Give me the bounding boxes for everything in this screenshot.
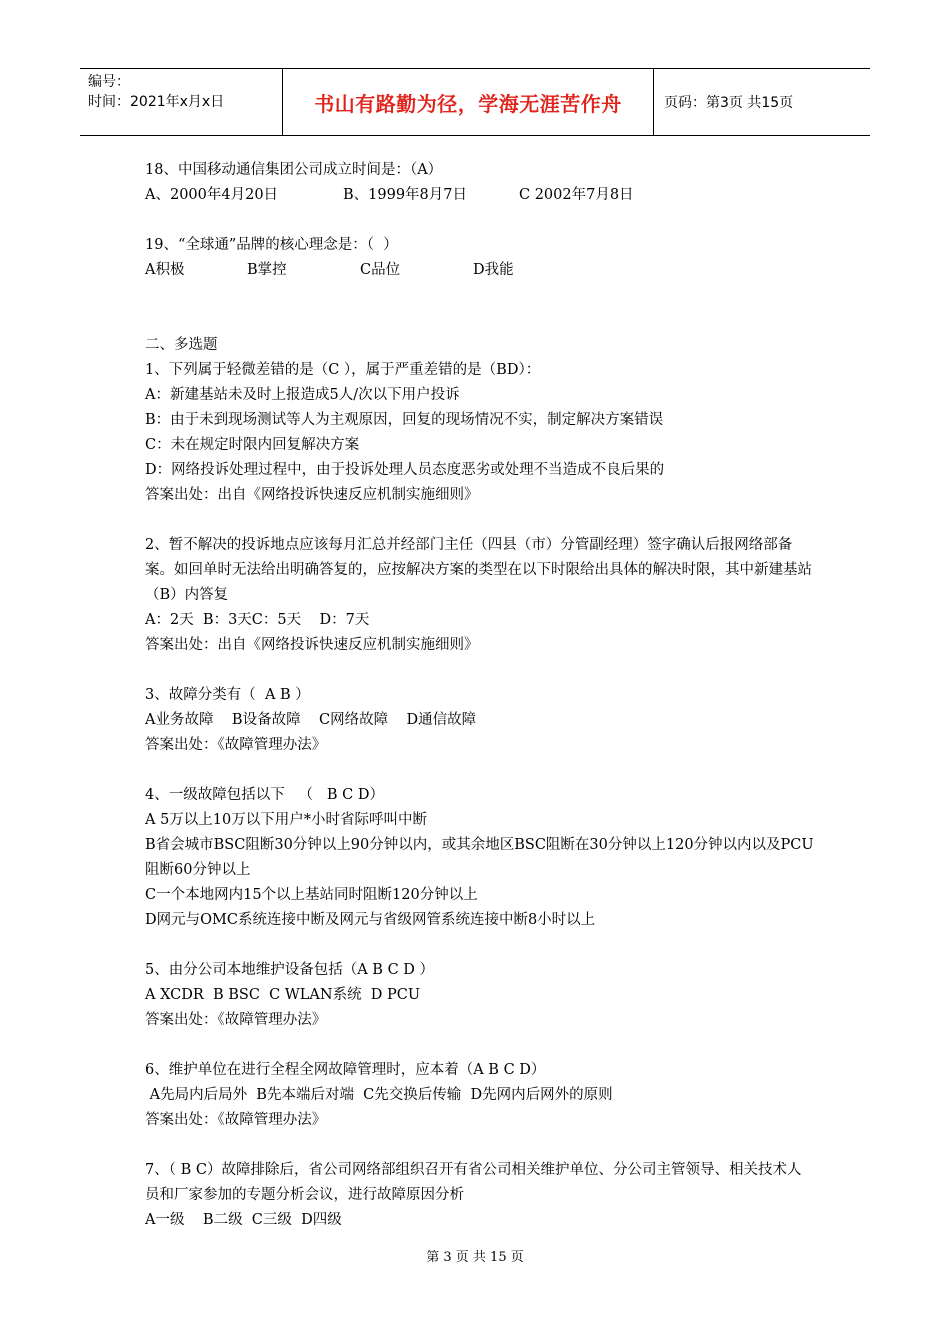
m6-source: 答案出处：《故障管理办法》: [145, 1112, 327, 1128]
page-footer: 第 3 页 共 15 页: [426, 1250, 524, 1265]
q18-option-c: C 2002年7月8日: [519, 187, 634, 203]
motto: 书山有路勤为径，学海无涯苦作舟: [282, 69, 654, 135]
m3-question: 3、故障分类有（ A B ）: [145, 687, 310, 703]
q19-option-d: D我能: [473, 262, 514, 278]
m7-question: 7、（ B C）故障排除后，省公司网络部组织召开有省公司相关维护单位、分公司主管领导、相关技术人员和厂家参加的专题分析会议，进行故障原因分析: [145, 1162, 802, 1203]
q18-option-a: A、2000年4月20日: [145, 187, 279, 203]
number-label: 编号：: [88, 74, 130, 90]
q18-question: 18、中国移动通信集团公司成立时间是：（A）: [145, 162, 443, 178]
m4-option-b: B省会城市BSC阻断30分钟以上90分钟以内，或其余地区BSC阻断在30分钟以上120分钟以内以及PCU阻断60分钟以上: [145, 837, 814, 878]
m1-option-b: B：由于未到现场测试等人为主观原因，回复的现场情况不实，制定解决方案错误: [145, 412, 664, 428]
section-title: 二、多选题: [145, 337, 218, 353]
q19-question: 19、“全球通”品牌的核心理念是：（ ）: [145, 237, 398, 253]
m4-option-a: A 5万以上10万以下用户*小时省际呼叫中断: [145, 812, 428, 828]
m5-question: 5、由分公司本地维护设备包括（A B C D ）: [145, 962, 435, 978]
date-label: 时间：2021年x月x日: [88, 94, 225, 110]
m4-question: 4、一级故障包括以下 （ B C D）: [145, 787, 384, 803]
header-left-cell: [80, 69, 282, 135]
q18-option-b: B、1999年8月7日: [343, 187, 468, 203]
m5-options: A XCDR B BSC C WLAN系统 D PCU: [145, 987, 421, 1003]
m4-option-d: D网元与OMC系统连接中断及网元与省级网管系统连接中断8小时以上: [145, 912, 596, 928]
q19-option-a: A积极: [145, 262, 185, 278]
m2-options: A：2天 B：3天C：5天 D：7天: [145, 612, 370, 628]
m3-options: A业务故障 B设备故障 C网络故障 D通信故障: [145, 712, 477, 728]
document-body: [145, 158, 815, 1233]
q18-options: [145, 183, 815, 208]
q19-option-c: C品位: [360, 262, 401, 278]
m2-question: 2、暂不解决的投诉地点应该每月汇总并经部门主任（四县（市）分管副经理）签字确认后报网络部备案。如回单时无法给出明确答复的，应按解决方案的类型在以下时限给出具体的解决时限，其中新建基站（B）内答复: [145, 537, 812, 603]
document-header: [80, 68, 870, 136]
m1-source: 答案出处：出自《网络投诉快速反应机制实施细则》: [145, 487, 479, 503]
m1-option-d: D：网络投诉处理过程中，由于投诉处理人员态度恶劣或处理不当造成不良后果的: [145, 462, 665, 478]
m7-options: A一级 B二级 C三级 D四级: [145, 1212, 342, 1228]
m1-question: 1、下列属于轻微差错的是（C ），属于严重差错的是（BD）：: [145, 362, 541, 378]
m5-source: 答案出处：《故障管理办法》: [145, 1012, 327, 1028]
m1-option-c: C：未在规定时限内回复解决方案: [145, 437, 360, 453]
m6-options: A先局内后局外 B先本端后对端 C先交换后传输 D先网内后网外的原则: [145, 1087, 613, 1103]
m6-question: 6、维护单位在进行全程全网故障管理时，应本着（A B C D）: [145, 1062, 546, 1078]
q19-option-b: B掌控: [247, 262, 287, 278]
m2-source: 答案出处：出自《网络投诉快速反应机制实施细则》: [145, 637, 479, 653]
q19-options: [145, 258, 815, 283]
m1-option-a: A：新建基站未及时上报造成5人/次以下用户投诉: [145, 387, 460, 403]
page-info: 页码：第3页 共15页: [664, 95, 794, 111]
m3-source: 答案出处：《故障管理办法》: [145, 737, 327, 753]
m4-option-c: C一个本地网内15个以上基站同时阻断120分钟以上: [145, 887, 478, 903]
